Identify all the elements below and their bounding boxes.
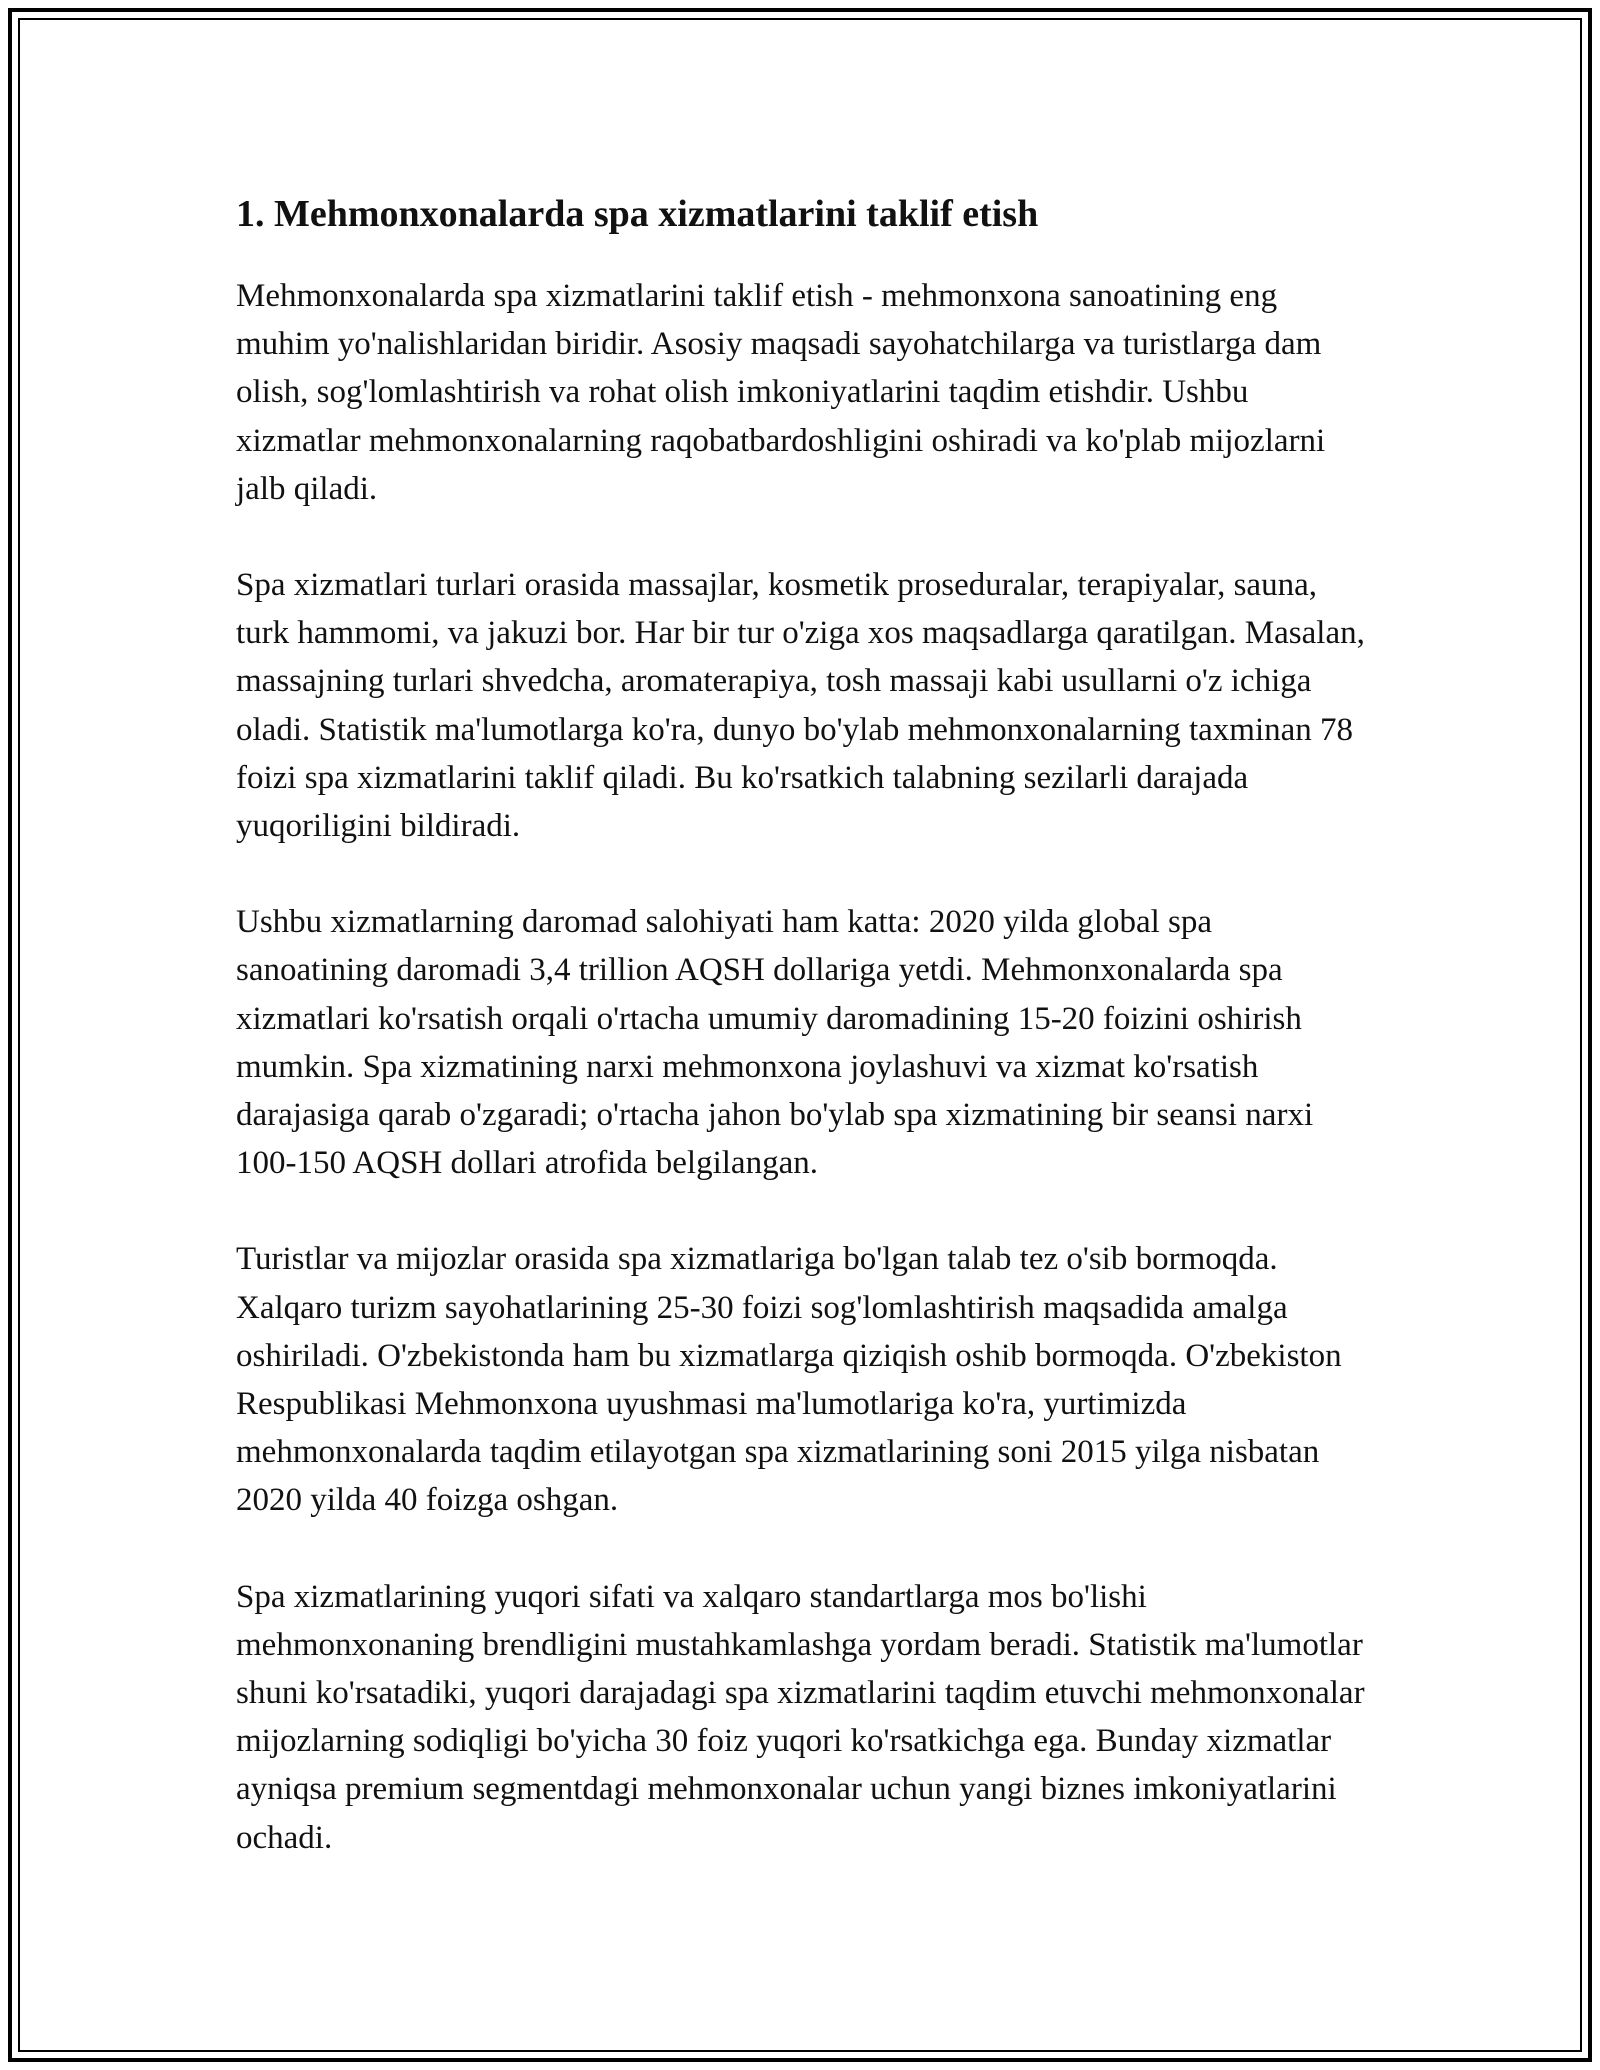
section-heading: 1. Mehmonxonalarda spa xizmatlarini taklif etish	[236, 193, 1039, 235]
paragraph-1: Mehmonxonalarda spa xizmatlarini taklif etish - mehmonxona sanoatining eng muhim yo'nalishlaridan biridir. Asosiy maqsadi sayohatchilarga va turistlarga dam olish, sog'lomlashtirish va rohat olish imkoniyatlarini taqdim etishdir. Ushbu xizmatlar mehmonxonalarning raqobatbardoshligini oshiradi va ko'plab mijozlarni jalb qiladi.	[236, 278, 1326, 507]
paragraph-3: Ushbu xizmatlarning daromad salohiyati ham katta: 2020 yilda global spa sanoatining daromadi 3,4 trillion AQSH dollariga yetdi. Mehmonxonalarda spa xizmatlari ko'rsatish orqali o'rtacha umumiy daromadining 15-20 foizini oshirish mumkin. Spa xizmatining narxi mehmonxona joylashuvi va xizmat ko'rsatish darajasiga qarab o'zgaradi; o'rtacha jahon bo'ylab spa xizmatining bir seansi narxi 100-150 AQSH dollari atrofida belgilangan.	[236, 904, 1314, 1182]
document-body	[236, 186, 1366, 1910]
paragraph-5: Spa xizmatlarining yuqori sifati va xalqaro standartlarga mos bo'lishi mehmonxonaning brendligini mustahkamlashga yordam beradi. Statistik ma'lumotlar shuni ko'rsatadiki, yuqori darajadagi spa xizmatlarini taqdim etuvchi mehmonxonalar mijozlarning sodiqligi bo'yicha 30 foiz yuqori ko'rsatkichga ega. Bunday xizmatlar ayniqsa premium segmentdagi mehmonxonalar uchun yangi biznes imkoniyatlarini ochadi.	[236, 1578, 1365, 1856]
paragraph-4: Turistlar va mijozlar orasida spa xizmatlariga bo'lgan talab tez o'sib bormoqda. Xalqaro turizm sayohatlarining 25-30 foizi sog'lomlashtirish maqsadida amalga oshiriladi. O'zbekistonda ham bu xizmatlarga qiziqish oshib bormoqda. O'zbekiston Respublikasi Mehmonxona uyushmasi ma'lumotlariga ko'ra, yurtimizda mehmonxonalarda taqdim etilayotgan spa xizmatlarining soni 2015 yilga nisbatan 2020 yilda 40 foizga oshgan.	[236, 1241, 1342, 1519]
paragraph-2: Spa xizmatlari turlari orasida massajlar, kosmetik proseduralar, terapiyalar, sauna, turk hammomi, va jakuzi bor. Har bir tur o'ziga xos maqsadlarga qaratilgan. Masalan, massajning turlari shvedcha, aromaterapiya, tosh massaji kabi usullarni o'z ichiga oladi. Statistik ma'lumotlarga ko'ra, dunyo bo'ylab mehmonxonalarning taxminan 78 foizi spa xizmatlarini taklif qiladi. Bu ko'rsatkich talabning sezilarli darajada yuqoriligini bildiradi.	[236, 567, 1365, 845]
